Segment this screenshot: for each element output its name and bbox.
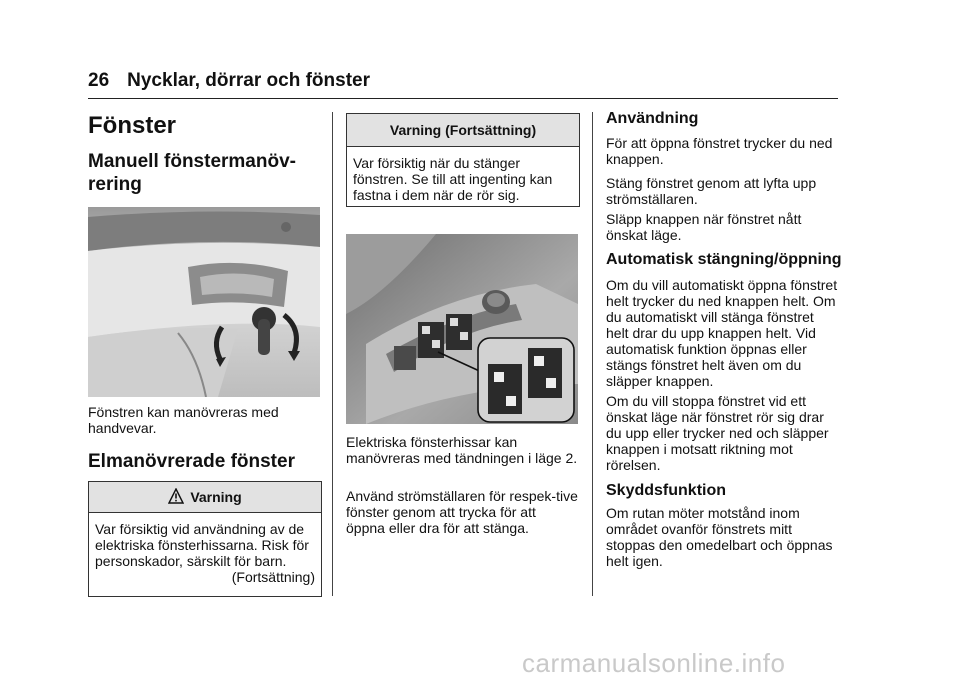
- electric-para-ignition: Elektriska fönsterhissar kan manövreras med tändningen i läge 2.: [346, 434, 578, 466]
- warning-box-body: [89, 513, 321, 591]
- page-header: [88, 70, 370, 92]
- window-switch-illustration: [346, 234, 578, 424]
- warning-title: Varning: [190, 489, 242, 505]
- electric-para-switch: Använd strömställaren för respek-tive fönster genom att trycka för att öppna eller dra för att stänga.: [346, 488, 578, 536]
- subsection-electric-title: Elmanövrerade fönster: [88, 451, 295, 472]
- usage-title: Användning: [606, 110, 699, 127]
- warning-box: [88, 481, 322, 597]
- subsection-manual-title: Manuell fönstermanöv- rering: [88, 151, 296, 195]
- usage-para-2: Stäng fönstret genom att lyfta upp strömställaren.: [606, 175, 817, 207]
- auto-title: Automatisk stängning/öppning: [606, 251, 842, 268]
- warning-continued-header: Varning (Fortsättning): [347, 114, 579, 147]
- page-number: 26: [88, 70, 110, 91]
- usage-para-3: Släpp knappen när fönstret nått önskat läge.: [606, 211, 802, 243]
- warning-triangle-icon: [168, 484, 184, 500]
- warning-text: Var försiktig vid användning av de elektriska fönsterhissarna. Risk för personskador, särskilt för barn.: [95, 521, 309, 569]
- watermark: carmanualsonline.info: [522, 648, 786, 678]
- warning-continued-text: Var försiktig när du stänger fönstren. Se till att ingenting kan fastna i dem när de rör sig.: [353, 155, 553, 203]
- column-divider-2: [592, 112, 593, 596]
- caption-hand-crank: Fönstren kan manövreras med handvevar.: [88, 404, 279, 436]
- window-switch-figure: [346, 234, 578, 424]
- chapter-title: Nycklar, dörrar och fönster: [127, 70, 371, 91]
- header-rule: [88, 98, 838, 99]
- warning-continued: (Fortsättning): [231, 569, 315, 585]
- door-crank-illustration: [88, 207, 320, 397]
- section-title: Fönster: [88, 112, 177, 139]
- warning-continued-box: [346, 113, 580, 207]
- warning-box-header: [89, 482, 321, 513]
- protect-para: Om rutan möter motstånd inom området ovanför fönstrets mitt stoppas den omedelbart och öppnas helt igen.: [606, 505, 833, 569]
- usage-para-1: För att öppna fönstret trycker du ned knappen.: [606, 135, 833, 167]
- column-divider-1: [332, 112, 333, 596]
- protect-title: Skyddsfunktion: [606, 482, 727, 499]
- auto-para-1: Om du vill automatiskt öppna fönstret helt trycker du ned knappen helt. Om du automatiskt vill stänga fönstret helt drar du upp knappen helt. Vid automatisk funktion öppnas eller stängs fönstret helt även om du släpper knappen.: [606, 277, 838, 389]
- door-crank-figure: [88, 207, 320, 397]
- auto-para-2: Om du vill stoppa fönstret vid ett önskat läge när fönstret rör sig drar du upp eller trycker ned och släpper knappen i motsatt riktning mot rörelsen.: [606, 393, 829, 473]
